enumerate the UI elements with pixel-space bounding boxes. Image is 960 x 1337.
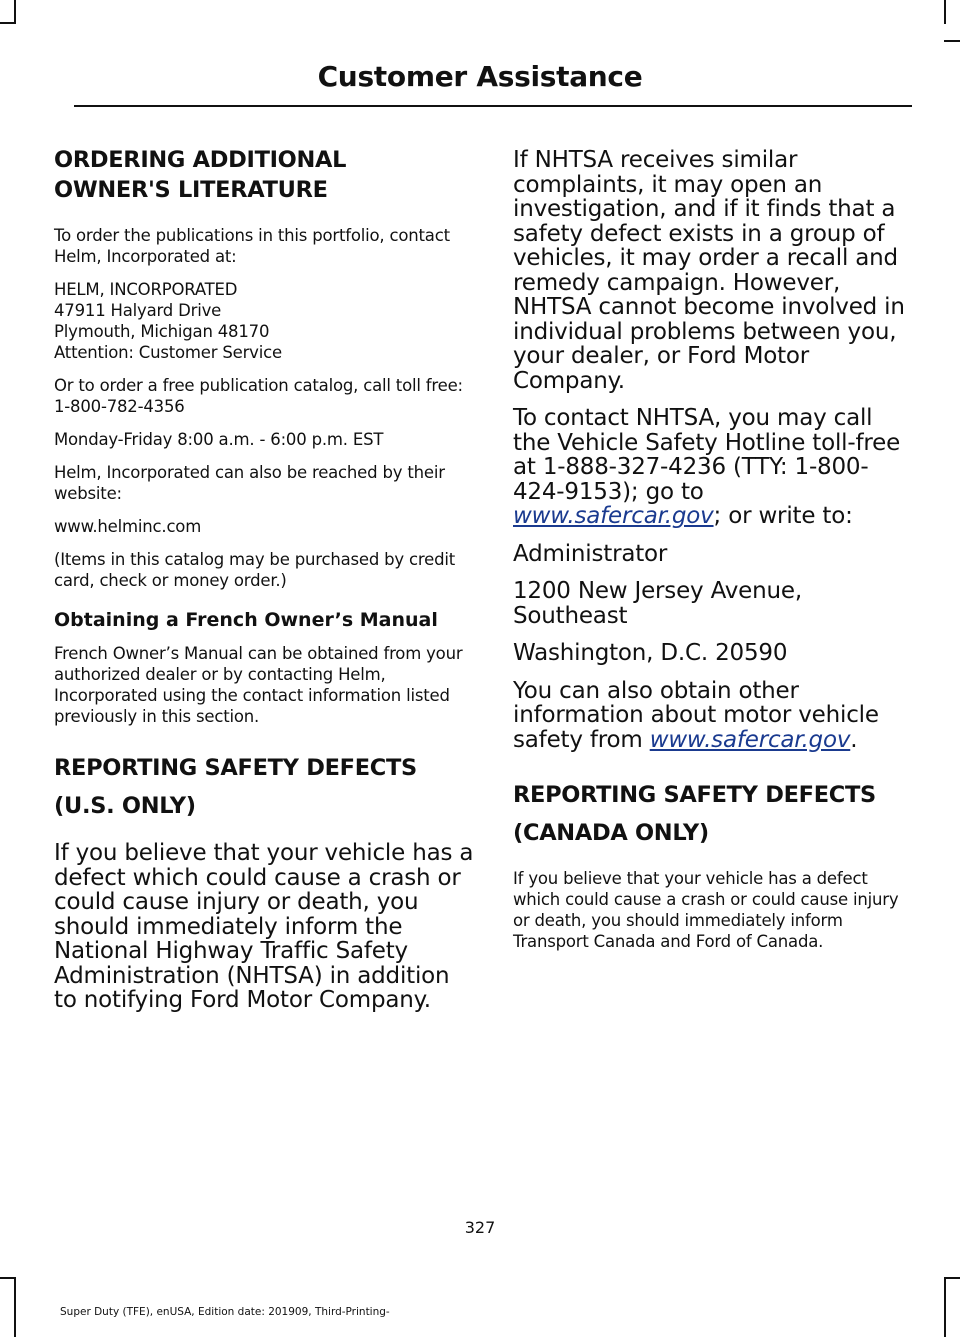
website-text: www.helminc.com [54, 517, 202, 536]
safercar-link[interactable]: www.safercar.gov [513, 503, 714, 529]
crop-mark [944, 40, 960, 42]
intro-paragraph: To order the publications in this portfolio, contact Helm, Incorporated at: [54, 226, 450, 266]
left-column [54, 145, 474, 1026]
page-title: Customer Assistance [317, 60, 643, 93]
crop-mark [0, 1277, 16, 1279]
crop-mark [14, 1277, 16, 1337]
admin-line: Administrator [513, 540, 668, 567]
other-info-paragraph [513, 679, 909, 753]
french-paragraph: French Owner’s Manual can be obtained from your authorized dealer or by contacting Helm, Incorporated using the contact information listed previously in this section. [54, 644, 463, 726]
section-heading-canada-defects-line2: (CANADA ONLY) [513, 820, 709, 846]
address-line: 47911 Halyard Drive [54, 301, 222, 320]
address-line: Attention: Customer Service [54, 343, 282, 362]
section-heading-ordering-line2: OWNER'S LITERATURE [54, 177, 328, 203]
crop-mark [14, 0, 16, 24]
subheading-french-manual: Obtaining a French Owner’s Manual [54, 609, 438, 631]
safercar-link-2[interactable]: www.safercar.gov [649, 726, 851, 753]
hours-paragraph: Monday-Friday 8:00 a.m. - 6:00 p.m. EST [54, 430, 384, 449]
crop-mark [944, 0, 946, 24]
page-number: 327 [464, 1218, 496, 1237]
section-heading-canada-defects: REPORTING SAFETY DEFECTS [513, 782, 876, 808]
purchase-paragraph: (Items in this catalog may be purchased by credit card, check or money order.) [54, 550, 456, 590]
section-heading-us-defects-line2: (U.S. ONLY) [54, 793, 196, 819]
address-block [54, 279, 474, 363]
other-info-text-end: . [850, 726, 858, 753]
address-line: HELM, INCORPORATED [54, 280, 238, 299]
catalog-paragraph: Or to order a free publication catalog, call toll free: 1-800-782-4356 [54, 376, 463, 416]
contact-text-end: ; or write to: [713, 503, 853, 529]
right-column [513, 148, 909, 964]
us-defects-paragraph: If you believe that your vehicle has a defect which could cause a crash or could cause injury or death, you should immediately inform the National Highway Traffic Safety Administration (NHTSA) in addition to notifying Ford Motor Company. [54, 840, 474, 1013]
edition-footer: Super Duty (TFE), enUSA, Edition date: 201909, Third-Printing- [60, 1306, 390, 1318]
section-heading-ordering: ORDERING ADDITIONAL [54, 147, 347, 173]
canada-paragraph: If you believe that your vehicle has a defect which could cause a crash or could cause injury or death, you should immediately inform Transport Canada and Ford of Canada. [513, 869, 899, 951]
crop-mark [944, 1277, 946, 1337]
address-line: Plymouth, Michigan 48170 [54, 322, 270, 341]
crop-mark [0, 22, 16, 24]
contact-text: To contact NHTSA, you may call the Vehicle Safety Hotline toll-free at 1-888-327-4236 (TTY: 1-800-424-9153); go to [513, 405, 901, 505]
section-heading-us-defects: REPORTING SAFETY DEFECTS [54, 755, 417, 781]
title-divider [74, 105, 912, 107]
street-line: 1200 New Jersey Avenue, Southeast [513, 578, 802, 629]
website-intro-paragraph: Helm, Incorporated can also be reached by their website: [54, 463, 445, 503]
nhtsa-paragraph: If NHTSA receives similar complaints, it may open an investigation, and if it finds that a safety defect exists in a group of vehicles, it may order a recall and remedy campaign. However, NHTSA cannot become involved in individual problems between you, your dealer, or Ford Motor Company. [513, 147, 905, 394]
city-line: Washington, D.C. 20590 [513, 640, 788, 666]
contact-paragraph [513, 406, 909, 529]
other-info-text: You can also obtain other information about motor vehicle safety from [513, 677, 879, 753]
crop-mark [944, 1277, 960, 1279]
